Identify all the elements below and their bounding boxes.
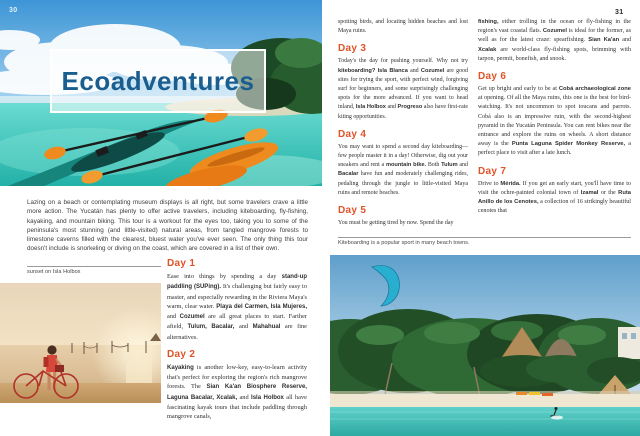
left-caption-block	[27, 266, 161, 275]
sunset-sand	[0, 383, 161, 403]
day-6-text: Get up bright and early to be at Cobá archaeological zone at opening. Of all the Maya ruins, this one is the best for bird-watching. It's not uncommon to spot toucans and parrots. Cobá also is an impressive ruin, with the second-highest pyramid in the Yucatán Peninsula. You can rent bikes near the entrance and explore the ruins on wheels. A short distance away is the Punta Laguna Spider Monkey Reserve, a perfect place to visit after a late lunch.	[478, 86, 631, 157]
right-column-1	[338, 18, 468, 230]
palm-canopy	[330, 309, 640, 398]
day-5-heading: Day 5	[338, 205, 367, 217]
kiteboarding-photo-caption: Kiteboarding is a popular sport in many beach towns.	[338, 240, 470, 246]
day-column-left	[167, 258, 307, 423]
day-1-heading: Day 1	[167, 258, 196, 269]
caption-rule-left	[27, 266, 161, 267]
day-5-continuation-text: fishing, either trolling in the ocean or fly-fishing in the region's vast coastal flats. Cozumel is ideal for the former, as well as for the latest craze: spearfishing. Sian Ka'an and Xcalak are world-class fly-fishing spots, brimming with tarpon, permit, bonefish, and snook.	[478, 19, 632, 62]
day-2-text: Kayaking is another low-key, easy-to-learn activity that's perfect for exploring the region's rich mangrove forests. The Sian Ka'an Biosphere Reserve, Laguna Bacalar, Xcalak, and Isla Holbox all have fascinating kayak tours that include paddling through mangrove canals,	[167, 363, 307, 420]
intro-paragraph: Lazing on a beach or contemplating museum displays is all right, but some travelers crave a little more action. The Yucatán has plenty to offer active travelers, including kiteboarding, fly-fishing, kayaking, and mountain biking. This tour is a workout for the eyes too, taking you to some of the peninsula's most stunning (and little-visited) natural areas, from tangled mangrove forests to limestone caverns filled with the clearest, bluest water you've ever seen. The only thing this tour doesn't include is snorkeling or diving on the coast, which are covered in a list of their own.	[27, 199, 308, 253]
day-3-text: Today's the day for pushing yourself. Why not try kiteboarding? Isla Blanca and Cozumel are good sites for trying the sport, with perfect wind, forgiving surf for beginners, and some surprisingly challenging spots for the more advanced. If you want to head inland, Isla Holbox and Progreso also have first-rate kiting opportunities.	[338, 58, 468, 120]
sunset-photo	[0, 283, 161, 403]
beach-sand	[330, 394, 640, 408]
chapter-title: Ecoadventures	[61, 65, 255, 96]
caption-rule-right	[338, 237, 631, 238]
day-4-text: You may want to spend a second day kiteboarding—few people master it in a day! Otherwise, dig out your sneakers and rent a mountain bike. Both Tulum and Bacalar have fun and moderately challenging rides, pedaling through the jungle to little-visited Maya ruins and remote beaches.	[338, 143, 468, 196]
day-2-continuation-text: spotting birds, and locating hidden beaches and lost Maya ruins.	[338, 19, 468, 35]
day-4-heading: Day 4	[338, 128, 367, 140]
day-5-text: You must be getting tired by now. Spend the day	[338, 220, 454, 227]
sun-reflection	[126, 345, 152, 383]
day-2-heading: Day 2	[167, 348, 196, 360]
day-1-text: Ease into things by spending a day stand-up paddling (SUPing). It's challenging but fairly easy to master, and especially rewarding in the Riviera Maya's warm, clear water. Playa del Carmen, Isla Mujeres, and Cozumel are all great places to start. Farther afield, Tulum, Bacalar, and Mahahual are fine alternatives.	[167, 273, 308, 341]
page-number-left: 30	[9, 7, 18, 14]
kite-sea	[330, 407, 640, 436]
page-number-right: 31	[615, 9, 624, 16]
sunset-photo-illustration	[0, 283, 161, 403]
day-6-heading: Day 6	[478, 71, 507, 83]
sunset-photo-caption: sunset on Isla Holbox	[27, 269, 81, 275]
day-3-heading: Day 3	[338, 43, 367, 55]
right-caption-block	[338, 237, 631, 246]
day-7-text: Drive to Mérida. If you get an early start, you'll have time to visit the ochre-painted colonial town of Izamal or the Ruta Anillo de los Cenotes, a collection of 16 strikingly beautiful cenotes that	[478, 180, 632, 215]
kiteboarding-photo-illustration	[330, 255, 640, 436]
kiteboarding-photo	[330, 255, 640, 436]
day-7-heading: Day 7	[478, 165, 507, 177]
right-column-2	[478, 18, 631, 218]
chapter-title-box	[50, 49, 266, 113]
hero-photo-kayaks	[0, 0, 322, 186]
